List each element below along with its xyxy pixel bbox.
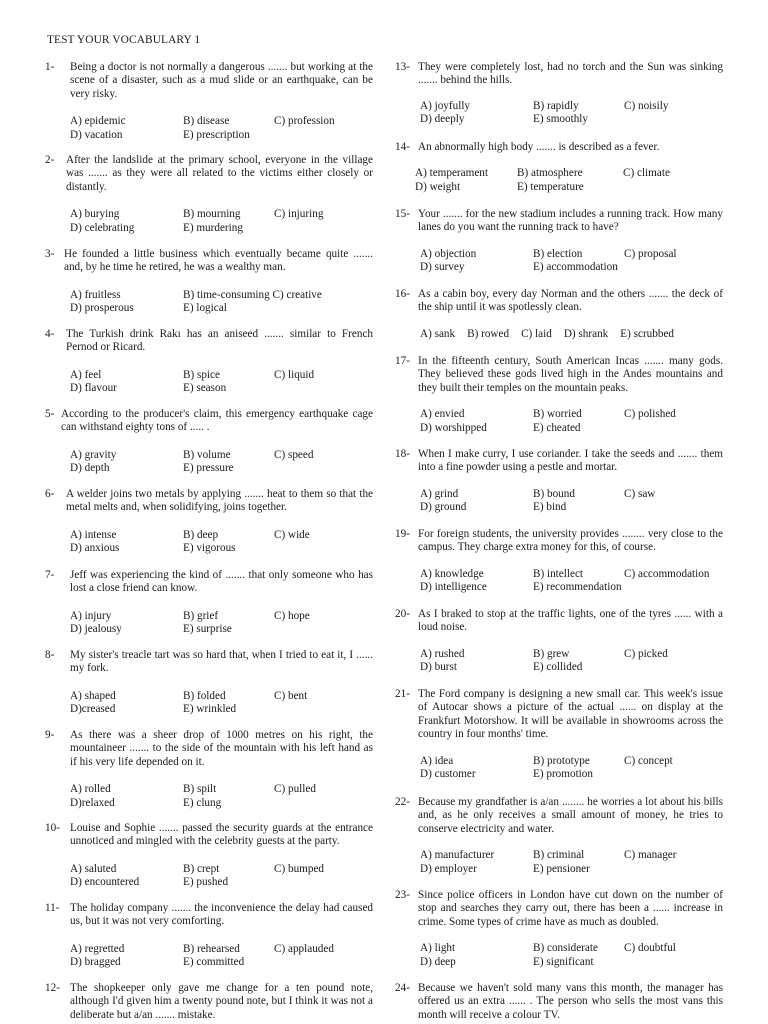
option-a[interactable]: A) rolled bbox=[70, 783, 111, 796]
option-b[interactable]: B) worried bbox=[533, 408, 582, 421]
option-d[interactable]: D) prosperous bbox=[70, 302, 134, 315]
option-c[interactable]: C) wide bbox=[274, 528, 310, 541]
option-a[interactable]: A) saluted bbox=[70, 862, 117, 875]
question-15 bbox=[395, 208, 723, 275]
question-18 bbox=[395, 448, 723, 515]
option-b[interactable]: B) folded bbox=[183, 689, 226, 702]
option-b[interactable]: B) spilt bbox=[183, 783, 217, 796]
question-text: Since police officers in London have cut down on the number of stop and searches they carry out, there has been a ...... increase in crime. Some types of crime have as much as doubled. bbox=[418, 889, 723, 928]
question-number: 7- bbox=[45, 569, 55, 581]
option-a[interactable]: A) knowledge bbox=[420, 567, 484, 580]
question-number: 2- bbox=[45, 154, 55, 166]
option-d[interactable]: D) jealousy bbox=[70, 623, 122, 636]
option-c[interactable]: C) saw bbox=[624, 487, 656, 500]
question-9 bbox=[45, 729, 373, 810]
option-a[interactable]: A) gravity bbox=[70, 448, 117, 461]
option-b[interactable]: B) spice bbox=[183, 368, 220, 381]
option-e[interactable]: E) recommendation bbox=[533, 581, 622, 594]
question-text: Because my grandfather is a/an ........ he worries a lot about his bills and, as he only receives a small amount of money, he tries to conserve electricity and water. bbox=[418, 796, 723, 835]
option-a[interactable]: A) fruitless bbox=[70, 288, 121, 301]
option-e[interactable]: E) murdering bbox=[183, 221, 243, 234]
question-6 bbox=[45, 488, 373, 556]
question-text: The Ford company is designing a new small car. This week's issue of Autocar shows a picture of the actual ...... on display at the Frankfurt Motorshow. It will be available in showrooms across the country in four months' time. bbox=[418, 688, 723, 741]
question-text: As I braked to stop at the traffic lights, one of the tyres ...... with a loud noise. bbox=[418, 608, 723, 634]
option-c[interactable]: C) injuring bbox=[274, 208, 324, 221]
question-number: 5- bbox=[45, 408, 55, 420]
option-d[interactable]: D)creased bbox=[70, 703, 116, 716]
question-number: 17- bbox=[395, 355, 410, 367]
option-d[interactable]: D) intelligence bbox=[420, 581, 487, 594]
question-number: 21- bbox=[395, 688, 410, 700]
question-number: 11- bbox=[45, 902, 60, 914]
option-a[interactable]: A) shaped bbox=[70, 689, 116, 702]
option-b[interactable]: B) considerate bbox=[533, 942, 598, 955]
option-e[interactable]: E) scrubbed bbox=[620, 327, 675, 340]
question-text: The holiday company ....... the inconvenience the delay had caused us, but it was not very comforting. bbox=[70, 902, 373, 928]
question-text: As there was a sheer drop of 1000 metres on his right, the mountaineer ....... to the side of the mountain with his left hand as if his very life depended on it. bbox=[70, 729, 373, 768]
question-1 bbox=[45, 61, 373, 142]
question-text: Your ....... for the new stadium includes a running track. How many lanes do you want the running track to have? bbox=[418, 208, 723, 234]
option-e[interactable]: E) clung bbox=[183, 796, 222, 809]
option-e[interactable]: E) smoothly bbox=[533, 113, 589, 126]
option-d[interactable]: D) deeply bbox=[420, 113, 465, 126]
question-5 bbox=[45, 408, 373, 476]
option-e[interactable]: E) pressure bbox=[183, 462, 234, 475]
option-b[interactable]: B) rehearsed bbox=[183, 942, 240, 955]
option-c[interactable]: C) bumped bbox=[274, 862, 325, 875]
option-c[interactable]: C) noisily bbox=[624, 99, 669, 112]
question-10 bbox=[45, 822, 373, 890]
question-12 bbox=[45, 982, 373, 1022]
option-b[interactable]: B) criminal bbox=[533, 849, 585, 862]
option-e[interactable]: E) pushed bbox=[183, 876, 229, 889]
question-8 bbox=[45, 649, 373, 717]
question-4 bbox=[45, 328, 373, 396]
question-number: 20- bbox=[395, 608, 410, 620]
question-number: 19- bbox=[395, 528, 410, 540]
question-20 bbox=[395, 608, 723, 675]
option-c[interactable]: C) manager bbox=[624, 849, 677, 862]
question-text: When I make curry, I use coriander. I take the seeds and ....... them into a fine powder using a pestle and mortar. bbox=[418, 448, 723, 474]
option-c[interactable]: C) proposal bbox=[624, 247, 677, 260]
option-a[interactable]: A) feel bbox=[70, 368, 102, 381]
option-b[interactable]: B) atmosphere bbox=[517, 167, 583, 180]
option-e[interactable]: E) committed bbox=[183, 956, 245, 969]
question-text: Being a doctor is not normally a dangerous ....... but working at the scene of a disaster, such as a mud slide or an earthquake, can be very risky. bbox=[70, 61, 373, 100]
option-d[interactable]: D)relaxed bbox=[70, 796, 115, 809]
option-e[interactable]: E) temperature bbox=[517, 180, 584, 193]
option-e[interactable]: E) significant bbox=[533, 955, 594, 968]
option-e[interactable]: E) accommodation bbox=[533, 261, 618, 274]
question-text: According to the producer's claim, this emergency earthquake cage can withstand eighty tons of ..... . bbox=[61, 408, 373, 434]
option-b[interactable]: B) grew bbox=[533, 647, 570, 660]
option-d[interactable]: D) vacation bbox=[70, 128, 123, 141]
option-d[interactable]: D) customer bbox=[420, 768, 476, 781]
question-3 bbox=[45, 248, 373, 316]
question-number: 3- bbox=[45, 248, 55, 260]
option-a[interactable]: A) joyfully bbox=[420, 99, 471, 112]
option-d[interactable]: D) deep bbox=[420, 955, 456, 968]
option-d[interactable]: D) encountered bbox=[70, 876, 140, 889]
option-c[interactable]: C) laid bbox=[521, 327, 552, 340]
question-22 bbox=[395, 796, 723, 876]
question-text: Because we haven't sold many vans this month, the manager has offered us an extra ...... . The person who sells the most vans this month will receive a colour TV. bbox=[418, 982, 723, 1021]
option-d[interactable]: D) worshipped bbox=[420, 421, 487, 434]
option-a[interactable]: A) intense bbox=[70, 528, 117, 541]
question-number: 8- bbox=[45, 649, 55, 661]
question-text: A welder joins two metals by applying ....... heat to them so that the metal melts and, when solidifying, joins together. bbox=[66, 488, 373, 514]
option-e[interactable]: E) pensioner bbox=[533, 862, 590, 875]
option-c[interactable]: C) pulled bbox=[274, 783, 316, 796]
option-e[interactable]: E) surprise bbox=[183, 623, 232, 636]
option-d[interactable]: D) anxious bbox=[70, 542, 120, 555]
option-c[interactable]: C) profession bbox=[274, 115, 335, 128]
question-number: 1- bbox=[45, 61, 55, 73]
question-text: He founded a little business which eventually became quite ....... and, by he time he retired, he was a wealthy man. bbox=[64, 248, 373, 274]
question-13 bbox=[395, 61, 723, 127]
option-b[interactable]: B) election bbox=[533, 247, 583, 260]
question-number: 10- bbox=[45, 822, 60, 834]
option-e[interactable]: E) wrinkled bbox=[183, 703, 237, 716]
question-text: The Turkish drink Rakı has an aniseed ....... similar to French Pernod or Ricard. bbox=[66, 328, 373, 354]
option-a[interactable]: A) manufacturer bbox=[420, 849, 495, 862]
option-d[interactable]: D) depth bbox=[70, 462, 110, 475]
option-a[interactable]: A) epidemic bbox=[70, 115, 126, 128]
option-e[interactable]: E) vigorous bbox=[183, 542, 236, 555]
option-a[interactable]: A) envied bbox=[420, 408, 465, 421]
option-e[interactable]: E) collided bbox=[533, 661, 583, 674]
option-e[interactable]: E) promotion bbox=[533, 768, 593, 781]
question-16 bbox=[395, 288, 723, 341]
question-number: 16- bbox=[395, 288, 410, 300]
option-e[interactable]: E) logical bbox=[183, 302, 227, 315]
question-19 bbox=[395, 528, 723, 595]
question-number: 9- bbox=[45, 729, 55, 741]
question-number: 12- bbox=[45, 982, 60, 994]
option-a[interactable]: A) injury bbox=[70, 609, 112, 622]
option-e[interactable]: E) prescription bbox=[183, 128, 250, 141]
option-c[interactable]: C) doubtful bbox=[624, 942, 676, 955]
question-2 bbox=[45, 154, 373, 235]
question-number: 14- bbox=[395, 141, 410, 153]
option-d[interactable]: D) employer bbox=[420, 862, 477, 875]
question-number: 4- bbox=[45, 328, 55, 340]
question-number: 15- bbox=[395, 208, 410, 220]
option-e[interactable]: E) cheated bbox=[533, 421, 581, 434]
option-c[interactable]: C) climate bbox=[623, 167, 670, 180]
option-a[interactable]: A) temperament bbox=[415, 167, 488, 180]
option-b[interactable]: B) prototype bbox=[533, 754, 590, 767]
option-b[interactable]: B) deep bbox=[183, 528, 219, 541]
option-c[interactable]: C) polished bbox=[624, 408, 676, 421]
question-text: My sister's treacle tart was so hard that, when I tried to eat it, I ...... my fork. bbox=[70, 649, 373, 675]
option-b[interactable]: B) rapidly bbox=[533, 99, 579, 112]
option-a[interactable]: A) grind bbox=[420, 487, 459, 500]
question-text: As a cabin boy, every day Norman and the others ....... the deck of the ship until it was spotlessly clean. bbox=[418, 288, 723, 314]
question-text: An abnormally high body ....... is described as a fever. bbox=[418, 141, 660, 153]
option-b[interactable]: B) intellect bbox=[533, 567, 584, 580]
option-d[interactable]: D) survey bbox=[420, 261, 465, 274]
option-b[interactable]: B) mourning bbox=[183, 208, 241, 221]
option-d[interactable]: D) bragged bbox=[70, 956, 121, 969]
option-a[interactable]: A) objection bbox=[420, 247, 477, 260]
option-c[interactable]: C) bent bbox=[274, 689, 308, 702]
option-c[interactable]: C) applauded bbox=[274, 942, 334, 955]
question-text: Jeff was experiencing the kind of ....... that only someone who has lost a close friend can know. bbox=[70, 569, 373, 595]
option-b[interactable]: B) crept bbox=[183, 862, 220, 875]
question-number: 13- bbox=[395, 61, 410, 73]
question-number: 24- bbox=[395, 982, 410, 994]
option-b[interactable]: B) bound bbox=[533, 487, 575, 500]
question-21 bbox=[395, 688, 723, 781]
option-a[interactable]: A) rushed bbox=[420, 647, 465, 660]
option-a[interactable]: A) light bbox=[420, 942, 456, 955]
option-b[interactable]: B) grief bbox=[183, 609, 219, 622]
option-c[interactable]: C) accommodation bbox=[624, 567, 710, 580]
option-e[interactable]: E) season bbox=[183, 382, 227, 395]
option-d[interactable]: D) celebrating bbox=[70, 221, 135, 234]
question-number: 23- bbox=[395, 889, 410, 901]
question-7 bbox=[45, 569, 373, 637]
option-d[interactable]: D) burst bbox=[420, 661, 457, 674]
question-number: 22- bbox=[395, 796, 410, 808]
option-d[interactable]: D) ground bbox=[420, 501, 467, 514]
question-text: For foreign students, the university provides ........ very close to the campus. They charge extra money for this, of course. bbox=[418, 528, 723, 554]
question-17 bbox=[395, 355, 723, 435]
option-c[interactable]: C) hope bbox=[274, 609, 310, 622]
question-11 bbox=[45, 902, 373, 970]
question-text: They were completely lost, had no torch and the Sun was sinking ....... behind the hills. bbox=[418, 61, 723, 87]
option-a[interactable]: A) idea bbox=[420, 754, 454, 767]
option-b[interactable]: B) rowed bbox=[467, 327, 510, 340]
question-14 bbox=[395, 141, 723, 194]
question-text: In the fifteenth century, South American Incas ....... many gods. They believed these gods lived high in the Andes mountains and they built their temples on the mountain peaks. bbox=[418, 355, 723, 394]
option-b-c[interactable]: B) time-consuming C) creative bbox=[183, 288, 322, 301]
option-a[interactable]: A) sank bbox=[420, 327, 456, 340]
option-b[interactable]: B) disease bbox=[183, 115, 230, 128]
question-text: Louise and Sophie ....... passed the security guards at the entrance unnoticed and mingled with the celebrity guests at the party. bbox=[70, 822, 373, 848]
question-24 bbox=[395, 982, 723, 1022]
option-d[interactable]: D) weight bbox=[415, 180, 461, 193]
option-c[interactable]: C) speed bbox=[274, 448, 314, 461]
question-number: 18- bbox=[395, 448, 410, 460]
page-title: TEST YOUR VOCABULARY 1 bbox=[47, 34, 201, 46]
question-23 bbox=[395, 889, 723, 969]
option-a[interactable]: A) burying bbox=[70, 208, 120, 221]
option-b[interactable]: B) volume bbox=[183, 448, 231, 461]
option-d[interactable]: D) flavour bbox=[70, 382, 117, 395]
option-c[interactable]: C) picked bbox=[624, 647, 668, 660]
option-d[interactable]: D) shrank bbox=[563, 327, 609, 340]
question-number: 6- bbox=[45, 488, 55, 500]
option-c[interactable]: C) concept bbox=[624, 754, 673, 767]
option-c[interactable]: C) liquid bbox=[274, 368, 315, 381]
question-text: The shopkeeper only gave me change for a ten pound note, although I'd given him a twenty pound note, but I think it was not a deliberate but a/an ....... mistake. bbox=[70, 982, 373, 1021]
option-a[interactable]: A) regretted bbox=[70, 942, 125, 955]
option-e[interactable]: E) bind bbox=[533, 501, 567, 514]
question-text: After the landslide at the primary school, everyone in the village was ....... as they were all related to the victims either closely or distantly. bbox=[66, 154, 373, 193]
